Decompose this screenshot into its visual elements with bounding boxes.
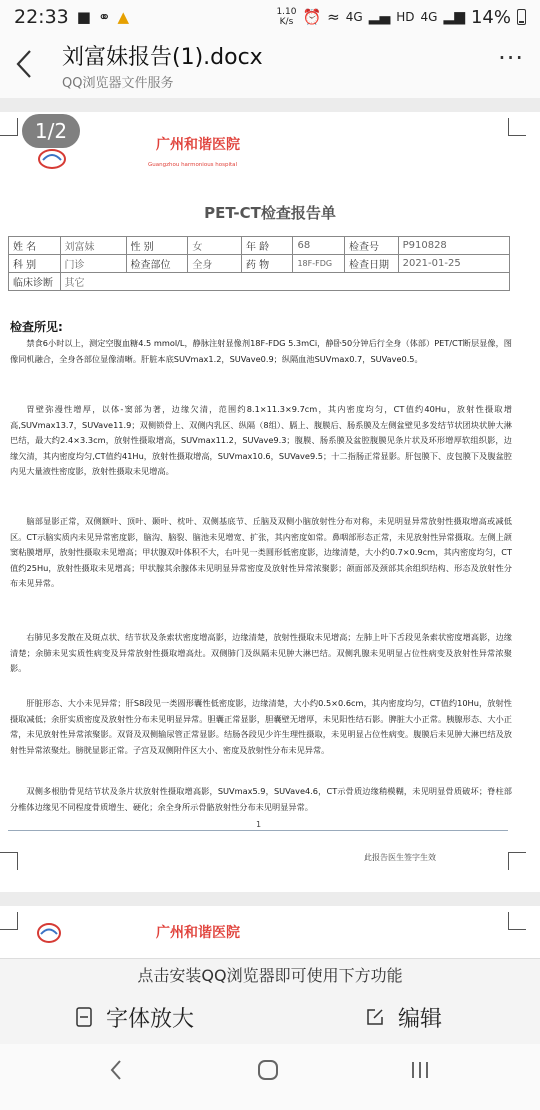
hd-label: HD: [396, 10, 415, 24]
crop-mark: [508, 852, 526, 870]
table-cell: 全身: [188, 255, 242, 273]
page-number: 1: [256, 820, 262, 829]
table-row: [9, 255, 510, 273]
wifi-icon: ≈: [327, 8, 340, 26]
document-viewer[interactable]: [0, 98, 540, 958]
document-title: 刘富妹报告(1).docx: [62, 45, 263, 70]
signature-note: 此报告医生签字生效: [364, 853, 436, 862]
nav-home-icon: [256, 1058, 280, 1082]
back-arrow-icon: [14, 48, 34, 80]
findings-paragraph: 肝脏形态、大小未见异常；肝S8段见一类圆形囊性低密度影，边缘清楚，大小约0.5×0.6cm，其内密度均匀，CT值约10Hu，放射性摄取减低；余肝实质密度及放射性分布未见明显异常。胆囊正常显影，胆囊壁无增厚，未见阳性结石影。脾脏大小正常。胰腺形态、大小正常，未见放射性异常浓聚影。双肾及双侧输尿管正常显影。结肠各段见少许生理性摄取，未见明显占位性病变。腹膜后未见肿大淋巴结及放射性异常浓聚灶。膀胱显影正常。子宫及双侧附件区大小、密度及放射性分布未见异常。: [10, 698, 512, 755]
document-page-1: [0, 112, 540, 892]
report-title: PET-CT检查报告单: [204, 204, 336, 222]
net-speed: 1.10 K/s: [276, 7, 297, 27]
crop-mark: [0, 912, 18, 930]
table-cell: 刘富妹: [60, 237, 126, 255]
footer-divider: [8, 830, 508, 831]
install-prompt-bar: [0, 958, 540, 1044]
hospital-logo: [34, 920, 64, 946]
alarm-icon: ⏰: [302, 8, 322, 26]
crop-mark: [508, 118, 526, 136]
nav-recents-icon: [408, 1058, 432, 1082]
notification-icon: ▲: [117, 8, 130, 26]
findings-paragraph: 右肺见多发散在及斑点状、结节状及条索状密度增高影，边缘清楚，放射性摄取未见增高；左肺上叶下舌段见条索状密度增高影，边缘清楚；余肺未见实质性病变及异常放射性摄取增高灶。双侧肺门及纵隔未见肿大淋巴结。双侧乳腺未见明显占位性病变及放射性异常浓聚影。: [10, 632, 512, 673]
table-cell: 临床诊断: [9, 273, 61, 291]
app-header: [0, 34, 540, 98]
nav-recents-button[interactable]: [408, 1058, 432, 1088]
table-cell: 检查日期: [345, 255, 399, 273]
table-cell: 门诊: [60, 255, 126, 273]
back-button[interactable]: [14, 48, 50, 84]
signal-2-label: 4G: [420, 10, 438, 24]
table-cell: 女: [188, 237, 242, 255]
table-row: [9, 273, 510, 291]
findings-heading: 检查所见:: [10, 320, 63, 334]
table-cell: 2021-01-25: [398, 255, 509, 273]
system-nav-bar: [0, 1044, 540, 1110]
findings-paragraph: 禁食6小时以上，测定空腹血糖4.5 mmol/L，静脉注射显像剂18F-FDG 5.3mCi，静卧50分钟后行全身（体部）PET/CT断层显像，图像同机融合，全身各部位显像清晰。肝脏本底SUVmax1.2，SUVave0.9；纵隔血池SUVmax0.7，SUVave0.5。: [10, 338, 512, 364]
table-cell: 其它: [60, 273, 509, 291]
table-cell: 科 别: [9, 255, 61, 273]
battery-percent: 14%: [470, 6, 511, 28]
font-size-icon: [76, 1007, 92, 1027]
hospital-english-name: Guangzhou harmonious hospital: [148, 162, 238, 168]
table-cell: 姓 名: [9, 237, 61, 255]
nav-back-icon: [108, 1058, 124, 1082]
document-source: QQ浏览器文件服务: [62, 76, 174, 91]
table-cell: 检查部位: [126, 255, 188, 273]
table-cell: 性 别: [126, 237, 188, 255]
install-prompt-text[interactable]: 点击安装QQ浏览器即可使用下方功能: [137, 966, 403, 985]
font-enlarge-label: 字体放大: [106, 1006, 195, 1032]
findings-paragraph: 胃壁弥漫性增厚，以体-窦部为著，边缘欠清，范围约8.1×11.3×9.7cm，其内密度均匀，CT值约40Hu，放射性摄取增高,SUVmax13.7，SUVave11.9；双侧锁骨上、双侧内乳区、纵隔（8组）、膈上、腹膜后、肠系膜及左侧盆壁见多发结节状团块状肿大淋巴结，最大约2.4×3.3cm，放射性摄取增高，SUVmax11.2，SUVave9.3；腹膜、肠系膜及盆腔腹膜见条片状及环形增厚软组织影，边缘欠清，其内密度均匀,CT值约41Hu，放射性摄取增高，SUVmax10.6，SUVave9.5；十二指肠正常显影。肝包膜下、皮包膜下及腹盆腔内见大量液性密度影，放射性摄取未见增高。: [10, 404, 512, 476]
table-cell: 检查号: [345, 237, 399, 255]
table-cell: P910828: [398, 237, 509, 255]
findings-paragraph: 脑部显影正常，双侧额叶、顶叶、颞叶、枕叶、双侧基底节、丘脑及双侧小脑放射性分布对称，未见明显异常放射性摄取增高或减低区。CT示脑实质内未见异常密度影，脑沟、脑裂、脑池未见增宽、扩张，其内密度如常。鼻咽部形态正常，未见放射性异常摄取。左侧上颌窦粘膜增厚，放射性摄取未见增高；甲状腺双叶体积不大，右叶见一类圆形低密度影，边缘清楚，大小约0.7×0.9cm，其内密度均匀，CT值约25Hu，放射性摄取未见增高；甲状腺其余腺体未见明显异常密度及放射性异常浓聚影；颌面部及颈部其余组织结构、形态及放射性分布未见异常。: [10, 516, 512, 588]
table-cell: 18F-FDG: [293, 255, 345, 273]
crop-mark: [0, 118, 18, 136]
sync-icon: ⚭: [97, 8, 111, 26]
battery-icon: [517, 9, 526, 25]
findings-paragraph: 双侧多根肋骨见结节状及条片状放射性摄取增高影，SUVmax5.9，SUVave4.6，CT示骨质边缘稍模糊，未见明显骨质破坏；脊柱部分椎体边缘见不同程度骨质增生、硬化；余全身所示骨骼放射性分布未见明显异常。: [10, 786, 512, 812]
crop-mark: [508, 912, 526, 930]
status-time: 22:33: [14, 6, 69, 28]
signal-2-icon: ▂▆: [443, 9, 465, 25]
hospital-name: 广州和谐医院: [156, 925, 240, 941]
more-icon: ···: [498, 44, 524, 72]
patient-info-table: [8, 236, 510, 291]
font-enlarge-button[interactable]: [76, 997, 194, 1037]
edit-button[interactable]: [366, 997, 442, 1037]
signal-1-label: 4G: [345, 10, 363, 24]
nav-home-button[interactable]: [256, 1058, 280, 1088]
page-indicator: 1/2: [22, 114, 80, 148]
hospital-name: 广州和谐医院: [156, 137, 240, 153]
edit-icon: [366, 1008, 384, 1026]
table-cell: 68: [293, 237, 345, 255]
crop-mark: [0, 852, 18, 870]
nav-back-button[interactable]: [108, 1058, 124, 1088]
table-row: [9, 237, 510, 255]
table-cell: 年 龄: [241, 237, 293, 255]
table-cell: 药 物: [241, 255, 293, 273]
edit-label: 编辑: [398, 1006, 443, 1032]
more-options-button[interactable]: [498, 44, 524, 72]
hospital-logo: [32, 146, 72, 172]
status-bar: [0, 0, 540, 34]
signal-1-icon: ▂▄: [368, 9, 391, 25]
document-page-2: [0, 906, 540, 958]
message-icon: ■: [76, 8, 91, 26]
